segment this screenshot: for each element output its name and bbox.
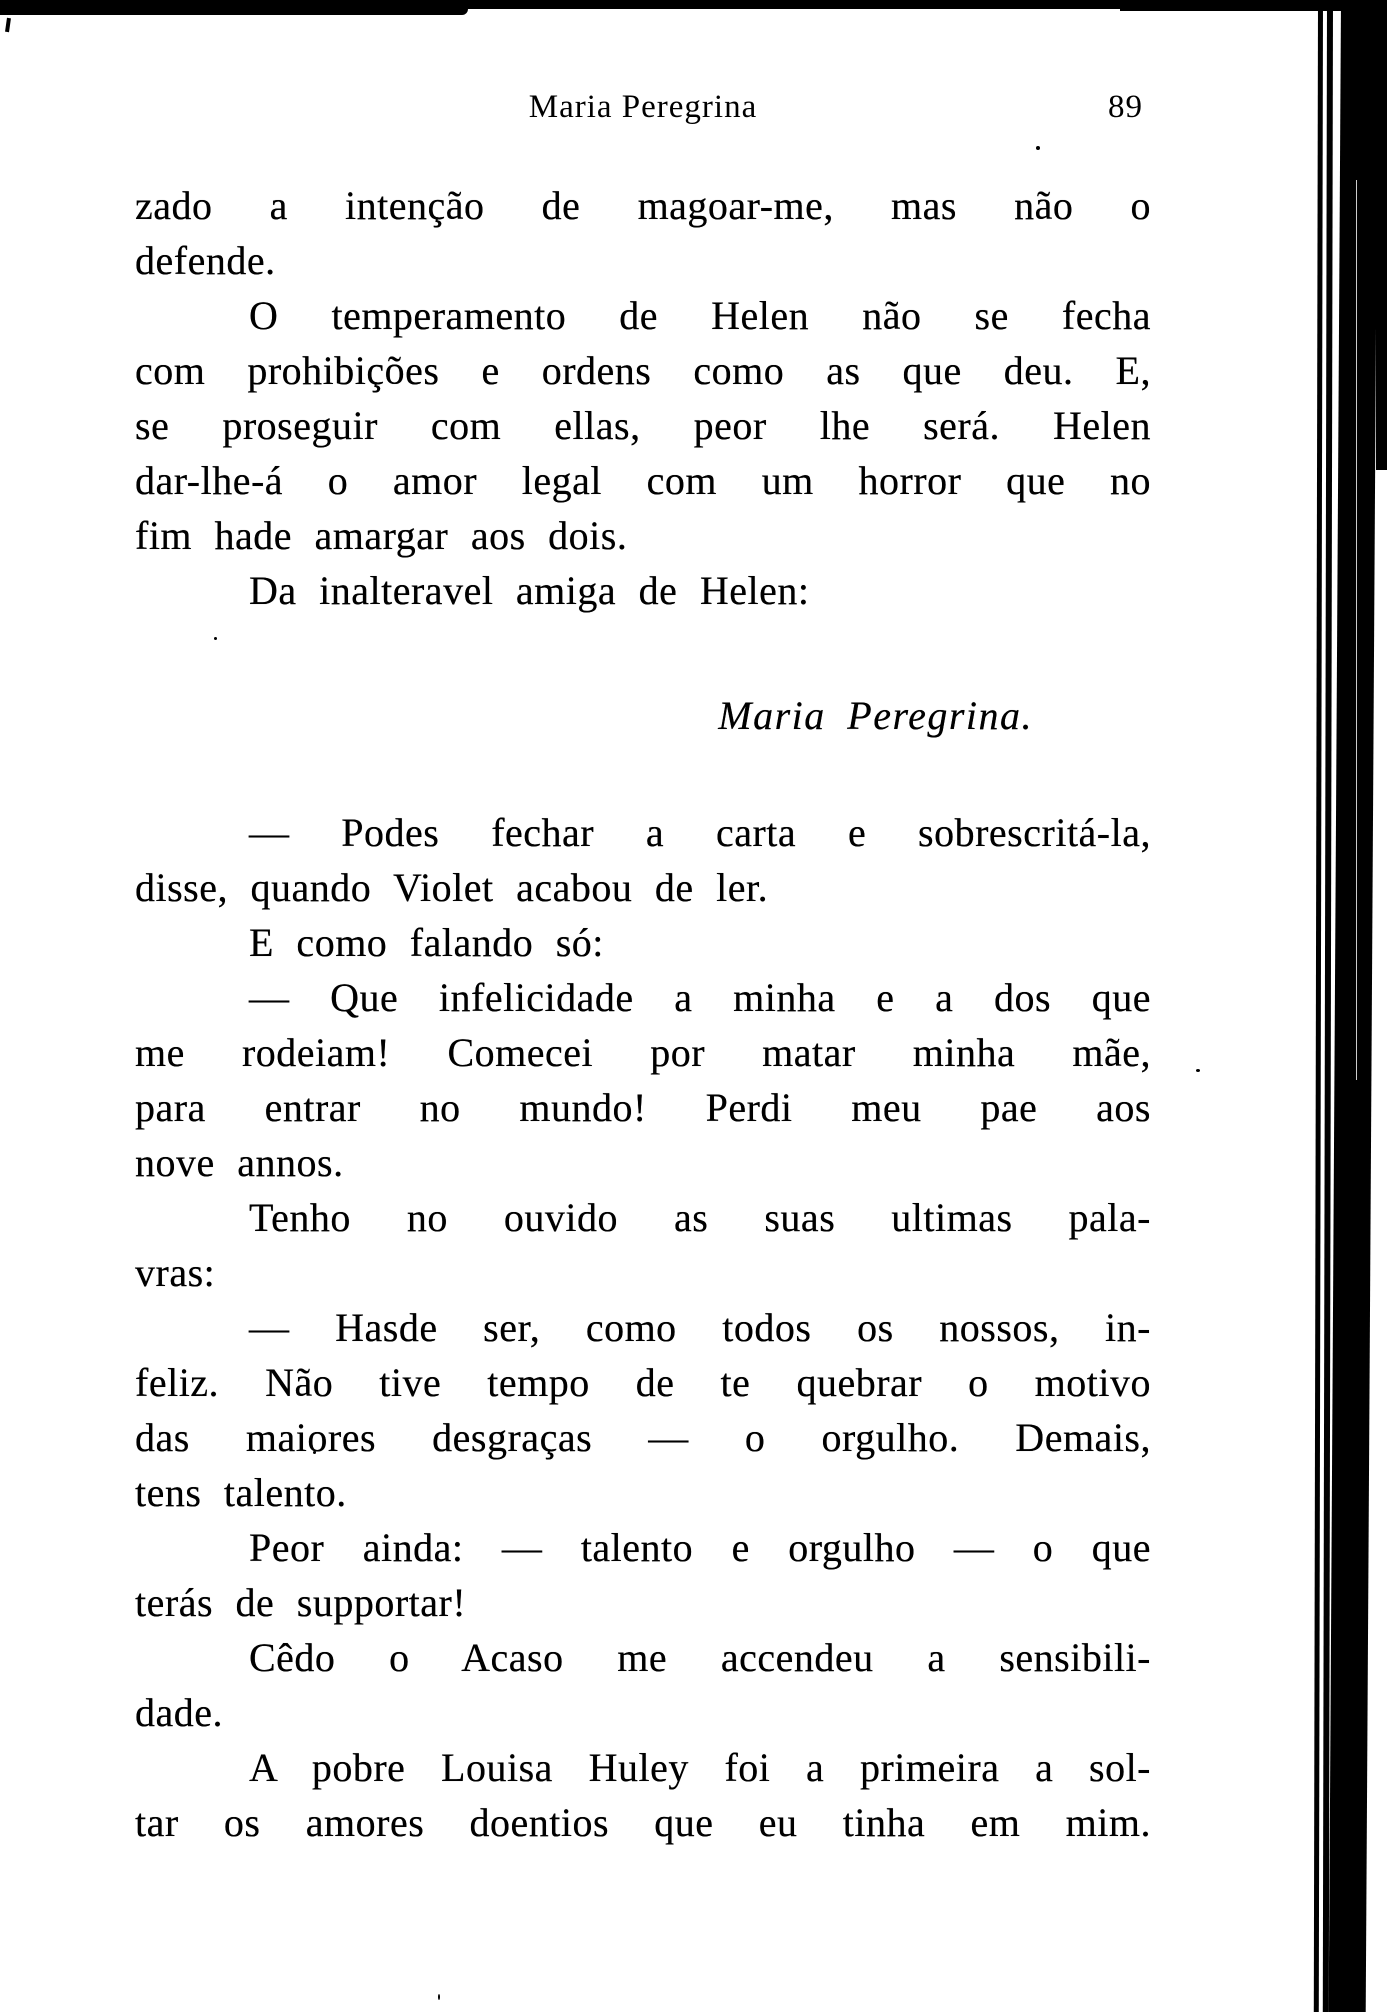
narration-text-block [135, 805, 1151, 1850]
scan-speck [1036, 146, 1040, 150]
top-border-thick-segment [0, 0, 468, 15]
text-line: se proseguir com ellas, peor lhe será. Helen [135, 403, 1151, 448]
running-head [135, 84, 1151, 130]
text-line: defende. [135, 238, 276, 283]
text-line: fim hade amargar aos dois. [135, 513, 628, 558]
scan-speck [438, 1994, 440, 2000]
text-line: Tenho no ouvido as suas ultimas pala- [249, 1195, 1151, 1240]
text-line: tens talento. [135, 1470, 347, 1515]
text-line: A pobre Louisa Huley foi a primeira a sol- [249, 1745, 1151, 1790]
text-line: — Podes fechar a carta e sobrescritá-la, [249, 810, 1151, 855]
text-line: dade. [135, 1690, 224, 1735]
page-number: 89 [1108, 89, 1143, 125]
text-line: feliz. Não tive tempo de te quebrar o motivo [135, 1360, 1151, 1405]
scan-speck [1196, 1069, 1200, 1072]
text-line: disse, quando Violet acabou de ler. [135, 865, 769, 910]
text-line: com prohibições e ordens como as que deu. E, [135, 348, 1151, 393]
text-line: para entrar no mundo! Perdi meu pae aos [135, 1085, 1151, 1130]
text-line: das maiores desgraças — o orgulho. Demais, [135, 1415, 1151, 1460]
text-line: — Que infelicidade a minha e a dos que [249, 975, 1151, 1020]
binding-shadow-bar [1329, 0, 1378, 2012]
text-line: Cêdo o Acaso me accendeu a sensibili- [249, 1635, 1151, 1680]
text-line: vras: [135, 1250, 216, 1295]
text-line: — Hasde ser, como todos os nossos, in- [249, 1305, 1151, 1350]
text-line: E como falando só: [249, 920, 604, 965]
corner-ink-mark [5, 18, 11, 32]
text-line: me rodeiam! Comecei por matar minha mãe, [135, 1030, 1151, 1075]
letter-signature: Maria Peregrina. [718, 693, 1033, 738]
text-line: Da inalteravel amiga de Helen: [249, 568, 810, 613]
text-line: dar-lhe-á o amor legal com um horror que no [135, 458, 1151, 503]
binding-shadow-stripe [1314, 0, 1323, 2012]
text-line: terás de supportar! [135, 1580, 467, 1625]
text-line: Peor ainda: — talento e orgulho — o que [249, 1525, 1151, 1570]
page-title: Maria Peregrina [528, 89, 758, 125]
binding-hairline [1356, 180, 1357, 1080]
binding-shadow-edge [1376, 0, 1387, 470]
text-line: tar os amores doentios que eu tinha em mim. [135, 1800, 1151, 1845]
scan-speck [214, 637, 217, 640]
text-line: nove annos. [135, 1140, 344, 1185]
letter-text-block [135, 178, 1151, 618]
text-line: O temperamento de Helen não se fecha [249, 293, 1151, 338]
text-line: zado a intenção de magoar-me, mas não o [135, 183, 1151, 228]
